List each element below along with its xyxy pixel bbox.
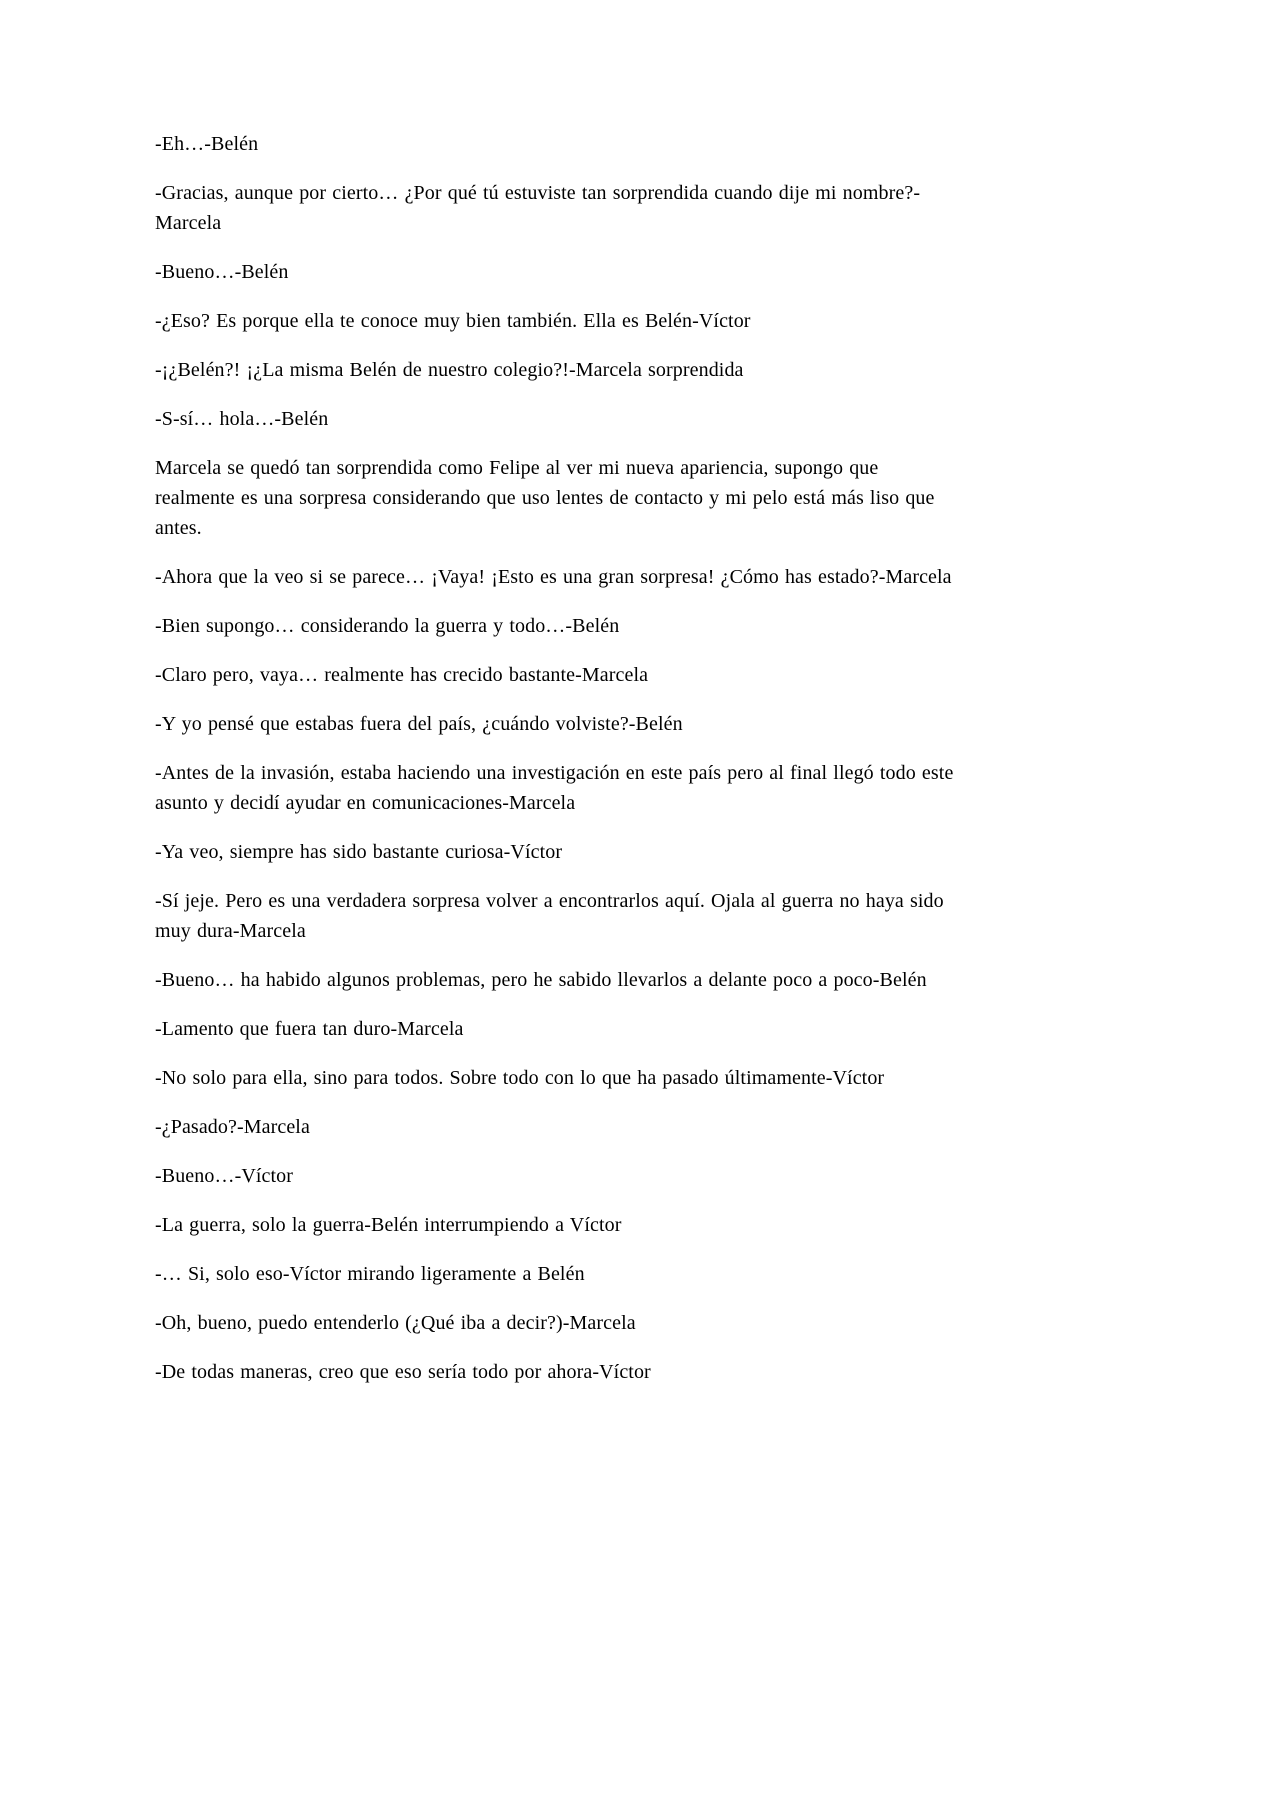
- dialogue-paragraph: -¿Eso? Es porque ella te conoce muy bien también. Ella es Belén-Víctor: [155, 310, 751, 332]
- dialogue-paragraph: -No solo para ella, sino para todos. Sobre todo con lo que ha pasado últimamente-Víctor: [155, 1067, 885, 1089]
- dialogue-paragraph: -Bueno…-Víctor: [155, 1165, 294, 1187]
- dialogue-paragraph: -Bien supongo… considerando la guerra y todo…-Belén: [155, 615, 620, 637]
- dialogue-paragraph: Marcela se quedó tan sorprendida como Felipe al ver mi nueva apariencia, supongo que realmente es una sorpresa considerando que uso lentes de contacto y mi pelo está más liso que antes.: [155, 457, 935, 539]
- dialogue-paragraph: -Lamento que fuera tan duro-Marcela: [155, 1018, 464, 1040]
- dialogue-paragraph: -¿Pasado?-Marcela: [155, 1116, 310, 1138]
- dialogue-paragraph: -De todas maneras, creo que eso sería todo por ahora-Víctor: [155, 1361, 651, 1383]
- dialogue-paragraph: -Eh…-Belén: [155, 133, 259, 155]
- dialogue-paragraph: -S-sí… hola…-Belén: [155, 408, 329, 430]
- dialogue-paragraph: -¡¿Belén?! ¡¿La misma Belén de nuestro colegio?!-Marcela sorprendida: [155, 359, 744, 381]
- dialogue-paragraph: -Claro pero, vaya… realmente has crecido bastante-Marcela: [155, 664, 649, 686]
- dialogue-paragraph: -Gracias, aunque por cierto… ¿Por qué tú estuviste tan sorprendida cuando dije mi nombre?-Marcela: [155, 182, 921, 234]
- dialogue-paragraph: -Oh, bueno, puedo entenderlo (¿Qué iba a decir?)-Marcela: [155, 1312, 636, 1334]
- dialogue-paragraph: -La guerra, solo la guerra-Belén interrumpiendo a Víctor: [155, 1214, 622, 1236]
- dialogue-paragraph: -Bueno…-Belén: [155, 261, 289, 283]
- dialogue-paragraph: -Sí jeje. Pero es una verdadera sorpresa volver a encontrarlos aquí. Ojala al guerra no haya sido muy dura-Marcela: [155, 890, 944, 942]
- dialogue-paragraph: -… Si, solo eso-Víctor mirando ligeramente a Belén: [155, 1263, 585, 1285]
- dialogue-paragraph: -Bueno… ha habido algunos problemas, pero he sabido llevarlos a delante poco a poco-Belén: [155, 969, 927, 991]
- dialogue-paragraph: -Ya veo, siempre has sido bastante curiosa-Víctor: [155, 841, 563, 863]
- dialogue-paragraph: -Ahora que la veo si se parece… ¡Vaya! ¡Esto es una gran sorpresa! ¿Cómo has estado?-Marcela: [155, 566, 952, 588]
- dialogue-paragraph: -Y yo pensé que estabas fuera del país, ¿cuándo volviste?-Belén: [155, 713, 683, 735]
- dialogue-paragraph: -Antes de la invasión, estaba haciendo una investigación en este país pero al final llegó todo este asunto y decidí ayudar en comunicaciones-Marcela: [155, 762, 954, 814]
